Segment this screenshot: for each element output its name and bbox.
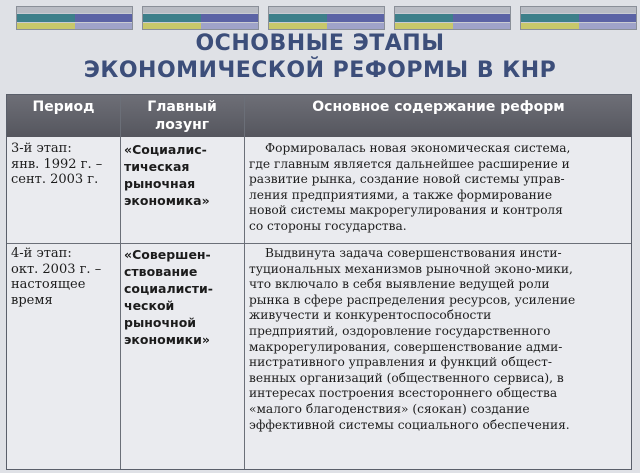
row2-content-line: живучести и конкурентоспособности	[249, 308, 492, 323]
row2-slogan-line: экономики»	[124, 332, 210, 347]
row2-content-line: интересах построения всестороннего общества	[249, 386, 558, 401]
row1-content-line: ления предприятиями, а также формирование	[249, 187, 553, 202]
row2-content-line: Выдвинута задача совершенствования инсти-	[265, 246, 562, 260]
row1-content-line: со стороны государства.	[249, 218, 407, 233]
row2-content-line: туциональных механизмов рыночной эконо-мики,	[249, 261, 573, 276]
decorative-block	[142, 6, 259, 30]
row-divider	[7, 243, 631, 244]
row2-slogan-line: ческой	[124, 298, 175, 313]
row2-period	[11, 246, 119, 308]
row1-slogan-line: тическая	[124, 159, 190, 174]
decorative-block	[16, 6, 133, 30]
row1-content-line: где главным является дальнейшее расширение и	[249, 156, 570, 171]
row1-content-line: новой системы макрорегулирования и контроля	[249, 203, 563, 218]
row2-period-line: окт. 2003 г. –	[11, 261, 102, 277]
header-content: Основное содержание реформ	[312, 99, 565, 115]
row2-period-line: настоящее	[11, 277, 86, 292]
row2-slogan-line: рыночной	[124, 315, 197, 330]
row2-content	[249, 246, 629, 433]
decorative-header-strip	[0, 6, 640, 28]
table-header-row	[7, 95, 631, 137]
row1-period-line: сент. 2003 г.	[11, 172, 99, 187]
row2-slogan-line: «Совершен-	[124, 247, 211, 262]
row2-content-line: что включало в себя выявление ведущей роли	[249, 277, 550, 292]
row1-slogan-line: экономика»	[124, 193, 210, 208]
row2-content-line: рынка в сфере распределения ресурсов, усиление	[249, 292, 576, 307]
header-slogan-line-1: Главный	[147, 99, 217, 115]
row1-content-line: развитие рынка, создание новой системы управ-	[249, 172, 565, 187]
row1-slogan-line: «Социалис-	[124, 142, 207, 157]
column-divider	[244, 95, 245, 469]
header-period: Период	[32, 99, 95, 115]
row1-period-line: 3-й этап:	[11, 141, 72, 156]
header-slogan-line-2: лозунг	[154, 117, 210, 133]
page-title	[0, 30, 640, 84]
reform-stages-table	[6, 94, 632, 470]
row1-period	[11, 141, 119, 188]
row2-slogan	[124, 246, 242, 348]
row2-content-line: макрорегулирования, совершенствование адми-	[249, 339, 563, 354]
row2-content-line: «малого благоденствия» (сяокан) создание	[249, 401, 530, 416]
column-divider	[120, 95, 121, 469]
row1-slogan-line: рыночная	[124, 176, 196, 191]
row2-content-line: венных организаций (общественного сервиса), в	[249, 370, 564, 385]
decorative-block	[268, 6, 385, 30]
decorative-block	[520, 6, 637, 30]
row2-period-line: 4-й этап:	[11, 246, 72, 261]
decorative-block	[394, 6, 511, 30]
row2-content-line: нистративного управления и функций общест-	[249, 355, 552, 370]
row1-period-line: янв. 1992 г. –	[11, 156, 103, 172]
title-line-2: ЭКОНОМИЧЕСКОЙ РЕФОРМЫ В КНР	[83, 58, 557, 83]
row2-content-line: эффективной системы социального обеспечения.	[249, 417, 570, 432]
row2-content-line: предприятий, оздоровление государственного	[249, 323, 551, 338]
title-line-1: ОСНОВНЫЕ ЭТАПЫ	[195, 31, 445, 56]
row2-slogan-line: социалисти-	[124, 281, 213, 296]
row2-period-line: время	[11, 292, 53, 308]
row1-content	[249, 141, 629, 235]
row1-slogan	[124, 141, 242, 209]
row2-slogan-line: ствование	[124, 264, 198, 279]
row1-content-line: Формировалась новая экономическая система,	[265, 141, 571, 155]
header-slogan	[120, 95, 244, 137]
